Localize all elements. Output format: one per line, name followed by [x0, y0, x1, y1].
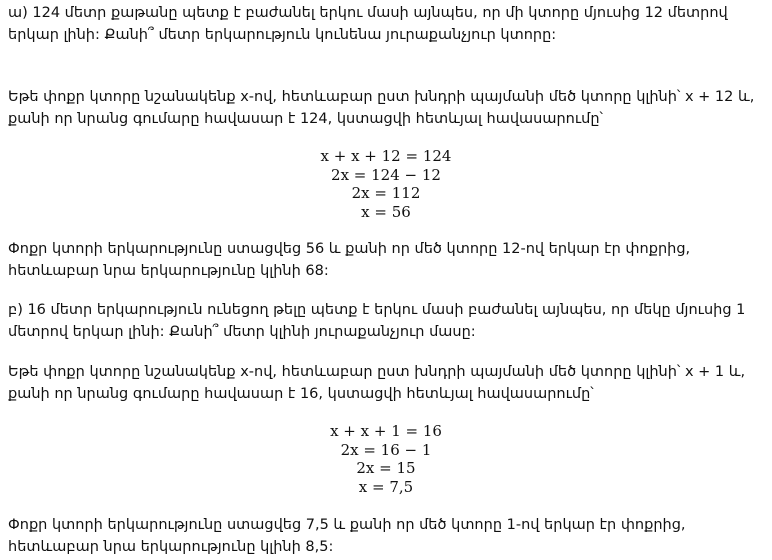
problem-a-conclusion: Փոքր կտորի երկարությունը ստացվեց 56 և քանի որ մեծ կտորը 12-ով երկար էր փոքրից, հետևաբար նրա երկարությունը կլինի 68: — [8, 241, 691, 279]
equation-line: 2x = 112 — [351, 184, 421, 202]
equation-line: x + x + 1 = 16 — [330, 422, 442, 440]
equation-line: x + x + 12 = 124 — [320, 147, 452, 165]
equation-line: 2x = 15 — [356, 459, 416, 477]
equation-line: 2x = 16 − 1 — [340, 440, 432, 459]
problem-b-conclusion: Փոքր կտորի երկարությունը ստացվեց 7,5 և քանի որ մեծ կտորը 1-ով երկար էր փոքրից, հետևաբար նրա երկարությունը կլինի 8,5: — [8, 517, 686, 555]
equation-line: x = 7,5 — [358, 477, 414, 496]
equation-line: x = 56 — [361, 202, 411, 221]
problem-b-setup: Եթե փոքր կտորը նշանակենք x-ով, հետևաբար ըստ խնդրի պայմանի մեծ կտորը կլինի՝ x + 1 և, քանի որ նրանց գումարը հավասար է 16, կստացվի հետևյալ հավասարումը՝ — [8, 364, 746, 402]
problem-b-statement: բ) 16 մետր երկարություն ունեցող թելը պետք է երկու մասի բաժանել այնպես, որ մեկը մյուսից 1 մետրով երկար լինի: Քանի՞ մետր կլինի յուրաքանչյուր մասը: — [8, 302, 746, 340]
equation-line: 2x = 124 − 12 — [331, 165, 441, 184]
problem-a-statement: ա) 124 մետր քաթանը պետք է բաժանել երկու մասի այնպես, որ մի կտորը մյուսից 12 մետրով երկար լինի: Քանի՞ մետր երկարություն կունենա յուրաքանչյուր կտորը: — [8, 5, 728, 43]
problem-a-equations — [0, 147, 772, 221]
problem-b-equations — [0, 422, 772, 496]
problem-a-setup: Եթե փոքր կտորը նշանակենք x-ով, հետևաբար ըստ խնդրի պայմանի մեծ կտորը կլինի՝ x + 12 և, քանի որ նրանց գումարը հավասար է 124, կստացվի հետևյալ հավասարումը՝ — [8, 89, 755, 127]
